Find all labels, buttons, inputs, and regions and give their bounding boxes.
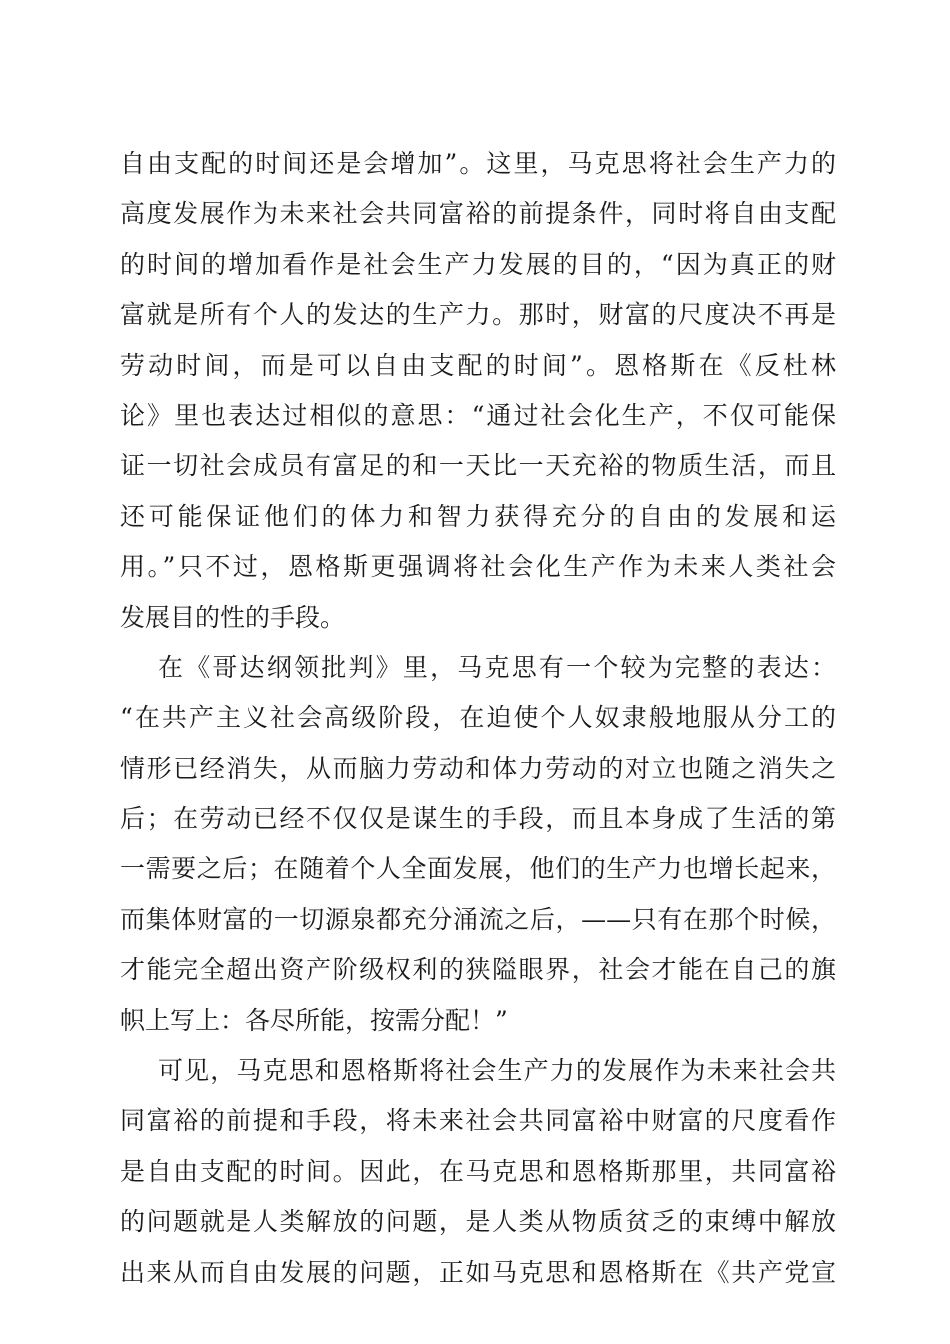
text-line: 情形已经消失，从而脑力劳动和体力劳动的对立也随之消失之	[120, 753, 836, 783]
text-line: 后；在劳动已经不仅仅是谋生的手段，而且本身成了生活的第	[120, 804, 836, 834]
text-line: 的问题就是人类解放的问题，是人类从物质贫乏的束缚中解放	[120, 1207, 836, 1237]
text-line: 出来从而自由发展的问题，正如马克思和恩格斯在《共产党宣	[120, 1257, 836, 1287]
text-line: 自由支配的时间还是会增加”。这里，马克思将社会生产力的	[120, 149, 836, 178]
text-line: 的时间的增加看作是社会生产力发展的目的，“因为真正的财	[120, 249, 836, 279]
text-line: 还可能保证他们的体力和智力获得充分的自由的发展和运	[120, 501, 836, 531]
text-line: 劳动时间，而是可以自由支配的时间”。恩格斯在《反杜林	[120, 350, 836, 380]
text-line: 同富裕的前提和手段，将未来社会共同富裕中财富的尺度看作	[120, 1106, 836, 1136]
text-line: 证一切社会成员有富足的和一天比一天充裕的物质生活，而且	[120, 451, 836, 481]
text-line: 才能完全超出资产阶级权利的狭隘眼界，社会才能在自己的旗	[120, 955, 836, 985]
text-line: 富就是所有个人的发达的生产力。那时，财富的尺度决不再是	[120, 300, 836, 330]
text-line: 一需要之后；在随着个人全面发展，他们的生产力也增长起来，	[120, 854, 836, 884]
text-line: 发展目的性的手段。	[120, 602, 346, 632]
text-line: 高度发展作为未来社会共同富裕的前提条件，同时将自由支配	[120, 199, 836, 229]
text-line: 论》里也表达过相似的意思：“通过社会化生产，不仅可能保	[120, 400, 836, 430]
text-line: 用。”只不过，恩格斯更强调将社会化生产作为未来人类社会	[120, 552, 836, 582]
text-line: 是自由支配的时间。因此，在马克思和恩格斯那里，共同富裕	[120, 1156, 836, 1186]
text-line: 而集体财富的一切源泉都充分涌流之后，——只有在那个时候，	[120, 904, 836, 934]
text-line: 在《哥达纲领批判》里，马克思有一个较为完整的表达：	[158, 652, 836, 682]
text-line: 帜上写上：各尽所能，按需分配！”	[120, 1005, 508, 1035]
body-text	[120, 139, 836, 1298]
text-line: 可见，马克思和恩格斯将社会生产力的发展作为未来社会共	[158, 1056, 836, 1086]
text-line: “在共产主义社会高级阶段，在迫使个人奴隶般地服从分工的	[120, 703, 836, 733]
